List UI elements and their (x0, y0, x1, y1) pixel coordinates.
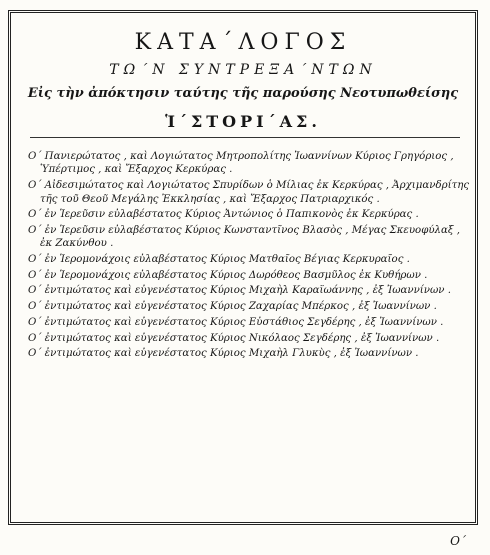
catalog-intro-line: Εἰς τὴν ἀπόκτησιν ταύτης τῆς παρούσης Νεοτυπωθείσης (27, 86, 459, 101)
page-catchword: Ο΄ (450, 534, 466, 548)
subscriber-entry: Ο΄ ἐντιμώτατος καὶ εὐγενέστατος Κύριος Μιχαὴλ Καραϊωάννης , ἐξ Ἰωαννίνων . (28, 285, 451, 297)
subscriber-entry: Ο΄ ἐντιμώτατος καὶ εὐγενέστατος Κύριος Μιχαὴλ Γλυκὺς , ἐξ Ἰωαννίνων . (28, 348, 419, 360)
subscriber-entry: Ο΄ ἐν Ἱερεῦσιν εὐλαβέστατος Κύριος Κωνσταντῖνος Βλασὸς , Μέγας Σκευοφύλαξ , ἐκ Ζακύνθου . (28, 224, 460, 250)
subscriber-entry: Ο΄ ἐντιμώτατος καὶ εὐγενέστατος Κύριος Νικόλαος Σεγδέρης , ἐξ Ἰωαννίνων . (28, 332, 440, 344)
subscriber-entry: Ο΄ ἐν Ἱερομονάχοις εὐλαβέστατος Κύριος Ματθαῖος Βέγιας Κερκυραῖος . (28, 254, 410, 266)
subscriber-entry: Ο΄ ἐν Ἱερομονάχοις εὐλαβέστατος Κύριος Δωρόθεος Βασμῦλος ἐκ Κυθήρων . (28, 269, 428, 281)
subscriber-entry: Ο΄ Αἰδεσιμώτατος καὶ Λογιώτατος Σπυρίδων ὁ Μίλιας ἐκ Κερκύρας , Ἀρχιμανδρίτης τῆς τοῦ Θεοῦ Μεγάλης Ἐκκλησίας , καὶ Ἔξαρχος Πατριαρχικός . (28, 180, 470, 205)
subscriber-entry: Ο΄ ἐν Ἱερεῦσιν εὐλαβέστατος Κύριος Ἀντώνιος ὁ Παπικονὸς ἐκ Κερκύρας . (28, 209, 419, 221)
subscriber-list (28, 150, 473, 363)
history-heading: Ἱ΄ΣΤΟΡΙ΄ΑΣ. (165, 112, 321, 131)
catalog-subtitle: ΤΩ΄Ν ΣΥΝΤΡΕΞΑ΄ΝΤΩΝ (109, 62, 377, 78)
subscriber-entry: Ο΄ ἐντιμώτατος καὶ εὐγενέστατος Κύριος Εὐστάθιος Σεγδέρης , ἐξ Ἰωαννίνων . (28, 316, 444, 328)
header-divider (30, 137, 460, 138)
catalog-title: ΚΑΤΑ΄ΛΟΓΟΣ (134, 30, 352, 55)
subscriber-entry: Ο΄ Πανιερώτατος , καὶ Λογιώτατος Μητροπολίτης Ἰωαννίνων Κύριος Γρηγόριος , Ὑπέρτιμος , καὶ Ἔξαρχος Κερκύρας . (28, 151, 454, 176)
subscriber-entry: Ο΄ ἐντιμώτατος καὶ εὐγενέστατος Κύριος Ζαχαρίας Μπέρκος , ἐξ Ἰωαννίνων . (28, 301, 437, 313)
